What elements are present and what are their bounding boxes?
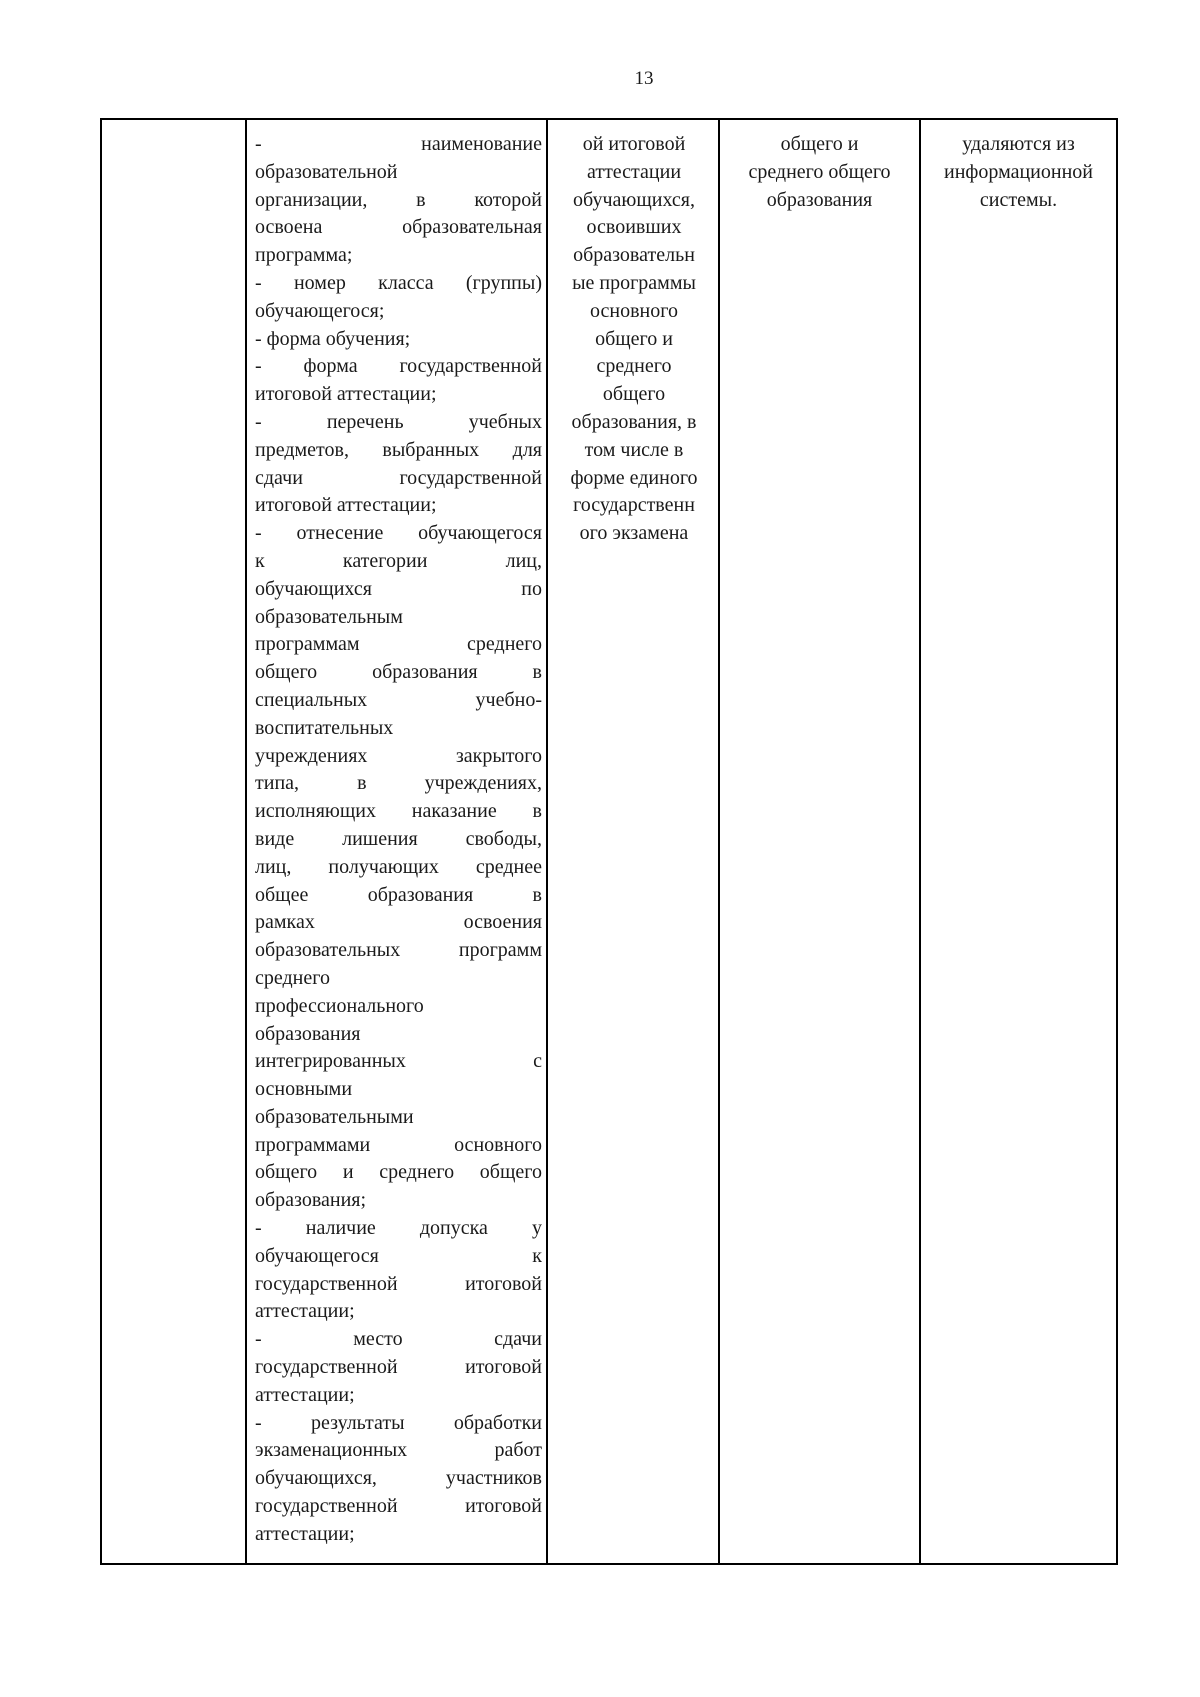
text-word: в xyxy=(416,188,426,211)
table-cell-education-level xyxy=(720,120,921,1563)
text-line xyxy=(255,159,542,187)
table-cell-retention xyxy=(921,120,1116,1563)
text-word: участников xyxy=(445,1467,542,1490)
text-word: основного xyxy=(454,1133,542,1156)
text-line: общего xyxy=(602,383,666,406)
text-line xyxy=(255,1076,542,1104)
table-cell-description xyxy=(548,120,720,1563)
text-word: - xyxy=(255,410,262,433)
text-line xyxy=(255,1354,542,1382)
text-line xyxy=(255,1271,542,1299)
text-word: для xyxy=(512,438,542,461)
text-word: сдачи xyxy=(255,466,303,489)
text-word: категории xyxy=(342,549,428,572)
text-word: обучающихся xyxy=(255,577,372,600)
text-word: в xyxy=(532,661,542,684)
text-line xyxy=(255,576,542,604)
text-line xyxy=(255,1187,542,1215)
text-word: государственной xyxy=(255,1356,398,1379)
text-word: - xyxy=(255,133,262,155)
text-word: экзаменационных xyxy=(255,1439,408,1462)
text-line xyxy=(255,1493,542,1521)
text-word: у xyxy=(531,1217,542,1240)
text-word: наименование xyxy=(421,133,542,155)
text-line xyxy=(255,381,542,409)
text-word: предметов, xyxy=(255,438,349,461)
text-word: закрытого xyxy=(455,744,542,767)
table-cell-col1 xyxy=(102,120,247,1563)
text-word: - xyxy=(255,1217,262,1240)
text-word: среднее xyxy=(475,855,542,878)
text-word: с xyxy=(533,1050,542,1073)
page-number: 13 xyxy=(634,68,654,89)
text-word: образовательных xyxy=(255,939,401,962)
text-word: образовательной xyxy=(255,160,398,183)
text-word: перечень xyxy=(326,410,404,433)
text-line xyxy=(255,743,542,771)
text-word: обучающегося; xyxy=(255,299,385,322)
text-word: наличие xyxy=(305,1217,376,1240)
text-word: обработки xyxy=(453,1411,542,1434)
text-line xyxy=(255,937,542,965)
text-word: учебно- xyxy=(475,688,542,711)
text-line xyxy=(255,409,542,437)
text-line xyxy=(255,1465,542,1493)
text-word: итоговой xyxy=(465,1495,542,1518)
text-line xyxy=(255,687,542,715)
text-line xyxy=(255,882,542,910)
text-word: и xyxy=(342,1161,354,1184)
text-line xyxy=(255,1215,542,1243)
text-line xyxy=(255,548,542,576)
text-word: наказание xyxy=(411,800,497,823)
text-line: общего и xyxy=(595,327,673,350)
text-line xyxy=(255,1437,542,1465)
text-word: воспитательных xyxy=(255,716,394,739)
text-word: профессионального xyxy=(255,994,424,1017)
text-word: учебных xyxy=(468,410,542,433)
text-line xyxy=(255,631,542,659)
text-word: (группы) xyxy=(465,271,542,294)
text-line: общего и xyxy=(780,133,859,155)
text-word: - форма обучения; xyxy=(255,327,411,350)
text-word: класса xyxy=(378,271,434,294)
text-word: организации, xyxy=(255,188,368,211)
text-line xyxy=(255,353,542,381)
text-line xyxy=(255,659,542,687)
text-word: итоговой аттестации; xyxy=(255,383,437,406)
text-word: форма xyxy=(303,355,358,378)
text-word: образовательными xyxy=(255,1105,414,1128)
text-line xyxy=(255,826,542,854)
text-word: лишения xyxy=(342,827,418,850)
text-line xyxy=(255,1298,542,1326)
text-word: основными xyxy=(255,1078,353,1101)
text-word: среднего xyxy=(379,1161,455,1184)
text-word: виде xyxy=(255,827,295,850)
text-line: обучающихся, xyxy=(573,188,695,211)
text-word: аттестации; xyxy=(255,1383,355,1406)
text-line: образовательн xyxy=(573,244,695,267)
text-line xyxy=(255,1048,542,1076)
text-line xyxy=(255,854,542,882)
text-word: государственной xyxy=(399,466,542,489)
text-word: которой xyxy=(474,188,542,211)
text-word: выбранных xyxy=(382,438,480,461)
text-line xyxy=(255,214,542,242)
text-word: допуска xyxy=(419,1217,488,1240)
text-line xyxy=(255,993,542,1021)
text-word: по xyxy=(521,577,542,600)
text-word: специальных xyxy=(255,688,368,711)
text-word: - xyxy=(255,355,262,378)
text-line: государственн xyxy=(573,494,695,517)
text-word: образования xyxy=(367,883,474,906)
text-line: форме единого xyxy=(570,466,698,489)
text-line xyxy=(255,187,542,215)
text-line: среднего общего xyxy=(748,160,891,183)
text-line xyxy=(255,1159,542,1187)
text-line: освоивших xyxy=(586,216,682,239)
text-word: государственной xyxy=(255,1272,398,1295)
text-word: в xyxy=(357,772,367,795)
text-word: в xyxy=(532,883,542,906)
text-word: лиц, xyxy=(255,855,292,878)
text-line xyxy=(255,965,542,993)
text-word: - xyxy=(255,1411,262,1434)
text-word: образования; xyxy=(255,1189,367,1212)
text-line xyxy=(255,1521,542,1549)
text-line xyxy=(255,715,542,743)
text-line xyxy=(255,465,542,493)
text-word: государственной xyxy=(399,355,542,378)
text-line xyxy=(255,492,542,520)
text-word: к xyxy=(532,1244,542,1267)
text-line: ого экзамена xyxy=(579,522,689,545)
text-line xyxy=(255,298,542,326)
text-word: программами xyxy=(255,1133,371,1156)
text-word: обучающегося xyxy=(418,522,542,545)
text-word: учреждениях, xyxy=(424,772,542,795)
text-word: государственной xyxy=(255,1495,398,1518)
text-line: образования, в xyxy=(571,410,697,433)
text-line xyxy=(255,1104,542,1132)
text-line: среднего xyxy=(596,355,672,378)
text-word: лиц, xyxy=(505,549,542,572)
text-word: типа, xyxy=(255,772,300,795)
text-word: среднего xyxy=(467,633,542,656)
text-word: работ xyxy=(494,1439,542,1462)
text-word: аттестации; xyxy=(255,1522,355,1545)
text-word: - xyxy=(255,1328,262,1351)
text-word: освоения xyxy=(463,911,542,934)
text-line xyxy=(255,909,542,937)
text-word: общего xyxy=(479,1161,542,1184)
text-word: программам xyxy=(255,633,360,656)
text-line: основного xyxy=(590,299,678,322)
text-word: итоговой xyxy=(465,1356,542,1379)
text-line: том числе в xyxy=(584,438,684,461)
text-word: - xyxy=(255,522,262,545)
text-line xyxy=(255,604,542,632)
text-word: свободы, xyxy=(465,827,542,850)
text-line xyxy=(255,1410,542,1438)
text-word: результаты xyxy=(310,1411,405,1434)
text-line: информационной xyxy=(944,160,1093,183)
text-line xyxy=(255,1021,542,1049)
text-word: образовательная xyxy=(402,216,542,239)
text-line xyxy=(255,770,542,798)
text-word: программ xyxy=(458,939,542,962)
text-line: ые программы xyxy=(572,271,696,294)
text-line: образования xyxy=(766,188,873,211)
text-line: аттестации xyxy=(586,160,682,183)
text-word: - xyxy=(255,271,262,294)
text-line xyxy=(255,270,542,298)
text-word: рамках xyxy=(255,911,315,934)
text-line xyxy=(255,520,542,548)
text-line xyxy=(255,437,542,465)
text-line xyxy=(255,326,542,354)
text-word: образовательным xyxy=(255,605,403,628)
text-word: программа; xyxy=(255,244,353,267)
text-word: обучающихся, xyxy=(255,1467,377,1490)
text-word: к xyxy=(255,549,265,572)
text-line: удаляются из xyxy=(962,133,1075,155)
text-word: общего xyxy=(255,1161,318,1184)
text-word: освоена xyxy=(255,216,323,239)
text-line xyxy=(255,1243,542,1271)
text-word: интегрированных xyxy=(255,1050,406,1073)
text-line xyxy=(255,1326,542,1354)
text-word: среднего xyxy=(255,966,330,989)
text-word: итоговой аттестации; xyxy=(255,494,437,517)
text-line xyxy=(255,131,542,159)
text-word: обучающегося xyxy=(255,1244,379,1267)
data-table xyxy=(100,118,1118,1565)
text-word: аттестации; xyxy=(255,1300,355,1323)
text-word: получающих xyxy=(328,855,439,878)
text-word: в xyxy=(532,800,542,823)
text-line: системы. xyxy=(979,188,1058,211)
text-word: образования xyxy=(255,1022,361,1045)
text-line xyxy=(255,798,542,826)
text-word: образования xyxy=(372,661,478,684)
text-line xyxy=(255,1382,542,1410)
text-word: учреждениях xyxy=(255,744,368,767)
text-word: сдачи xyxy=(494,1328,542,1351)
text-word: общего xyxy=(255,661,318,684)
text-word: исполняющих xyxy=(255,800,376,823)
text-line xyxy=(255,242,542,270)
text-line: ой итоговой xyxy=(582,133,686,155)
text-line xyxy=(255,1132,542,1160)
text-word: место xyxy=(353,1328,403,1351)
text-word: отнесение xyxy=(296,522,384,545)
table-cell-data-fields xyxy=(247,120,548,1563)
text-word: итоговой xyxy=(465,1272,542,1295)
text-word: номер xyxy=(293,271,346,294)
text-word: общее xyxy=(255,883,309,906)
